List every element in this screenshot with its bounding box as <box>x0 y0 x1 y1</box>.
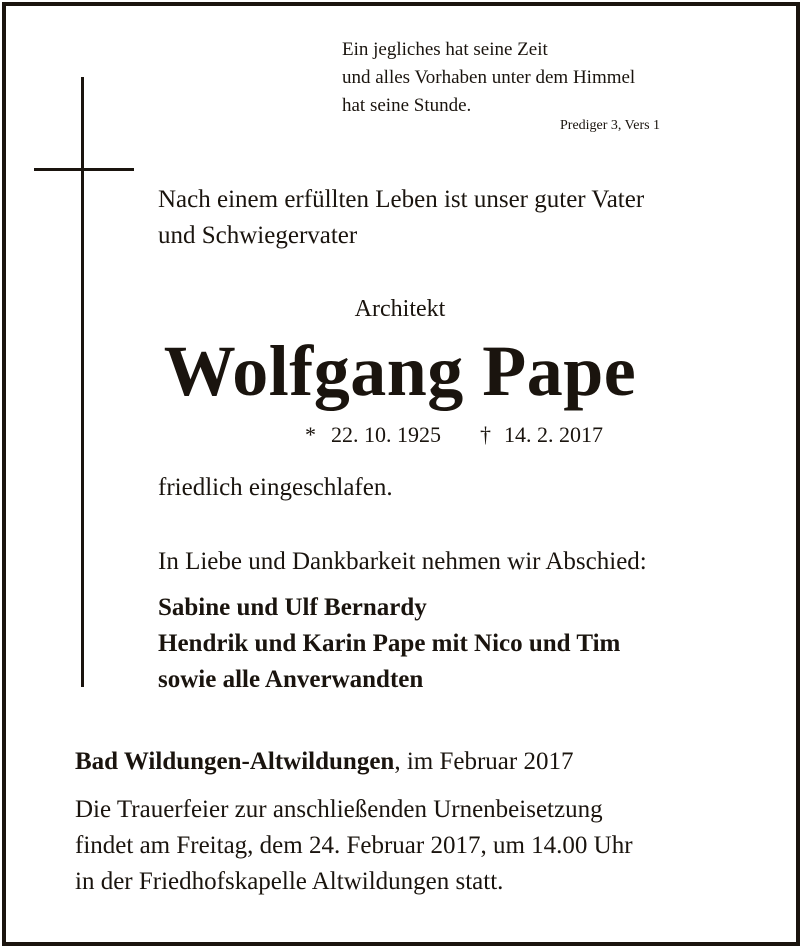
death-date: 14. 2. 2017 <box>504 422 603 447</box>
death-dagger-icon: † <box>480 422 491 447</box>
service-line-2: findet am Freitag, dem 24. Februar 2017, um 14.00 Uhr <box>75 832 633 859</box>
place-date <box>75 748 573 776</box>
farewell-text: In Liebe und Dankbarkeit nehmen wir Abschied: <box>158 548 647 575</box>
birth-date: 22. 10. 1925 <box>331 422 441 447</box>
service-line-1: Die Trauerfeier zur anschließenden Urnenbeisetzung <box>75 796 603 823</box>
quote-line-1: Ein jegliches hat seine Zeit <box>342 39 548 60</box>
intro-line-2: und Schwiegervater <box>158 222 358 249</box>
quote-line-2: und alles Vorhaben unter dem Himmel <box>342 67 636 88</box>
birth-star-icon: * <box>305 422 316 447</box>
intro-line-1: Nach einem erfüllten Leben ist unser guter Vater <box>158 186 645 213</box>
verse-reference: Prediger 3, Vers 1 <box>560 118 661 133</box>
cross-horizontal-bar <box>34 168 134 171</box>
family-line-2: Hendrik und Karin Pape mit Nico und Tim <box>158 630 621 657</box>
family-line-1: Sabine und Ulf Bernardy <box>158 594 427 621</box>
date: , im Februar 2017 <box>394 748 574 775</box>
family-line-3: sowie alle Anverwandten <box>158 666 424 693</box>
service-line-3: in der Friedhofskapelle Altwildungen statt. <box>75 868 504 895</box>
quote-line-3: hat seine Stunde. <box>342 95 472 116</box>
profession: Architekt <box>354 296 446 322</box>
place: Bad Wildungen-Altwildungen <box>75 748 395 775</box>
passing-text: friedlich eingeschlafen. <box>158 474 393 501</box>
deceased-name: Wolfgang Pape <box>163 331 637 411</box>
